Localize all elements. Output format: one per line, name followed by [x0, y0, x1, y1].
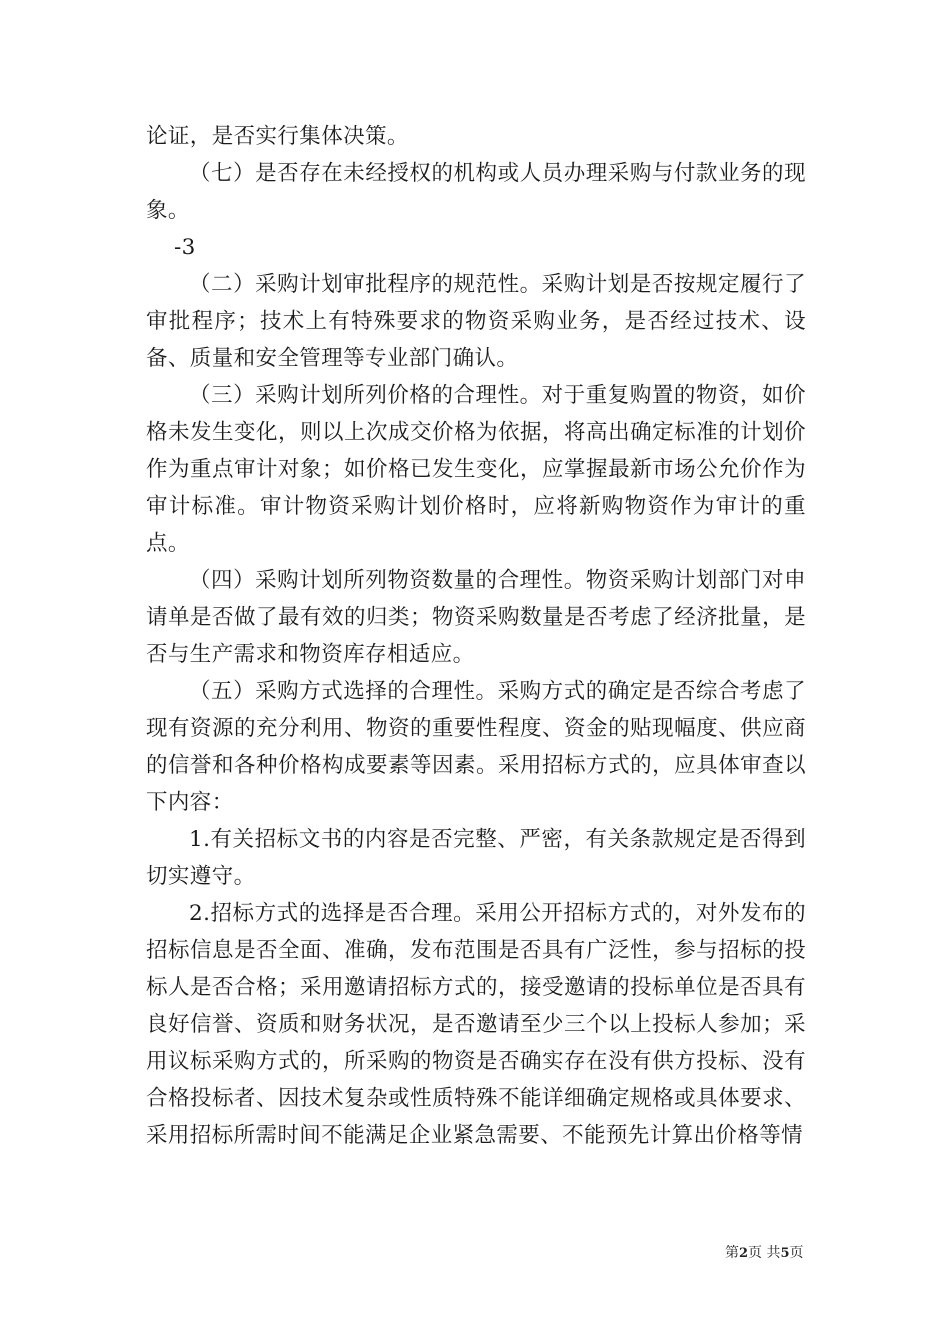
paragraph-continuation: 论证，是否实行集体决策。	[146, 124, 409, 149]
paragraph-subitem-2: 2.招标方式的选择是否合理。采用公开招标方式的，对外发布的招标信息是否全面、准确，发布范围是否具有广泛性，参与招标的投标人是否合格；采用邀请招标方式的，接受邀请的投标单位是否具有良好信誉、资质和财务状况，是否邀请至少三个以上投标人参加；采用议标采购方式的，所采购的物资是否确实存在没有供方投标、没有合格投标者、因技术复杂或性质特殊不能详细确定规格或具体要求、采用招标所需时间不能满足企业紧急需要、不能预先计算出价格等情	[146, 901, 806, 1148]
total-page-number: 5	[780, 1246, 790, 1261]
current-page-number: 2	[739, 1246, 749, 1261]
footer-suffix: 页	[789, 1245, 804, 1261]
page-footer	[725, 1244, 804, 1263]
paragraph-section-4: （四）采购计划所列物资数量的合理性。物资采购计划部门对申请单是否做了最有效的归类；物资采购数量是否考虑了经济批量，是否与生产需求和物资库存相适应。	[146, 568, 806, 667]
paragraph-section-5: （五）采购方式选择的合理性。采购方式的确定是否综合考虑了现有资源的充分利用、物资的重要性程度、资金的贴现幅度、供应商的信誉和各种价格构成要素等因素。采用招标方式的，应具体审查以下内容：	[146, 679, 806, 815]
document-body	[146, 118, 806, 1154]
page-fragment-marker: -3	[174, 235, 196, 260]
footer-middle: 页 共	[748, 1245, 781, 1261]
paragraph-section-3: （三）采购计划所列价格的合理性。对于重复购置的物资，如价格未发生变化，则以上次成交价格为依据，将高出确定标准的计划价作为重点审计对象；如价格已发生变化，应掌握最新市场公允价作为审计标准。审计物资采购计划价格时，应将新购物资作为审计的重点。	[146, 383, 806, 556]
paragraph-subitem-1: 1.有关招标文书的内容是否完整、严密，有关条款规定是否得到切实遵守。	[146, 827, 806, 889]
footer-prefix: 第	[725, 1245, 739, 1261]
paragraph-section-2: （二）采购计划审批程序的规范性。采购计划是否按规定履行了审批程序；技术上有特殊要求的物资采购业务，是否经过技术、设备、质量和安全管理等专业部门确认。	[146, 272, 806, 371]
paragraph-item-7: （七）是否存在未经授权的机构或人员办理采购与付款业务的现象。	[146, 161, 806, 223]
